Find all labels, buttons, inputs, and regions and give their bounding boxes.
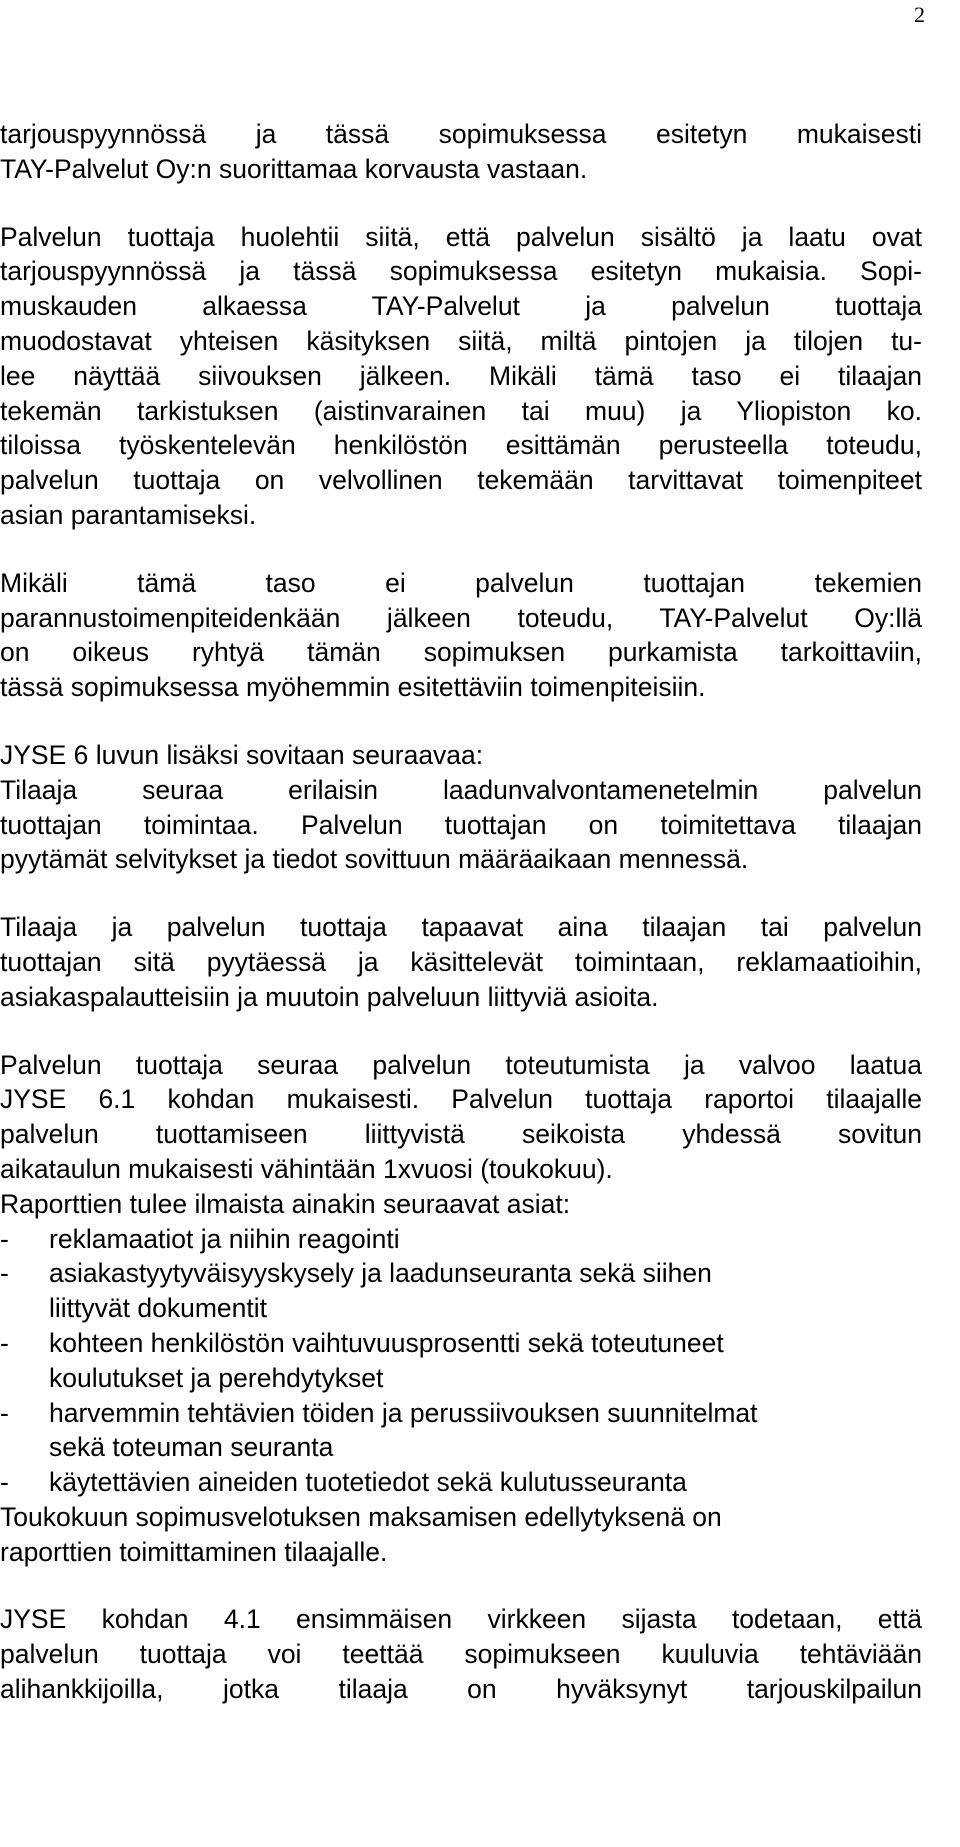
text-line: on oikeus ryhtyä tämän sopimuksen purkamista tarkoittaviin, xyxy=(0,637,922,668)
text-line: lee näyttää siivouksen jälkeen. Mikäli tämä taso ei tilaajan xyxy=(0,360,922,391)
text-line: JYSE 6 luvun lisäksi sovitaan seuraavaa: xyxy=(0,739,484,770)
text-line: tuottajan toimintaa. Palvelun tuottajan on toimitettava tilaajan xyxy=(0,809,922,840)
text-line: asiakaspalautteisiin ja muutoin palveluun liittyviä asioita. xyxy=(0,981,659,1012)
text-line: Palvelun tuottaja huolehtii siitä, että palvelun sisältö ja laatu ovat xyxy=(0,221,922,252)
text-line: tuottajan sitä pyytäessä ja käsittelevät toimintaan, reklamaatioihin, xyxy=(0,946,922,977)
paragraph-2 xyxy=(0,220,922,533)
list-item xyxy=(0,1256,922,1326)
text-line: tiloissa työskentelevän henkilöstön esittämän perusteella toteudu, xyxy=(0,430,922,461)
text-line: JYSE kohdan 4.1 ensimmäisen virkkeen sijasta todetaan, että xyxy=(0,1604,922,1635)
text-line: asian parantamiseksi. xyxy=(0,499,257,530)
list-item xyxy=(0,1222,922,1257)
list-item-text: asiakastyytyväisyyskysely ja laadunseuranta sekä siihen xyxy=(49,1258,712,1289)
text-line: palvelun tuottaja on velvollinen tekemään tarvittavat toimenpiteet xyxy=(0,465,922,496)
list-dash: - xyxy=(0,1327,9,1358)
text-line: Tilaaja seuraa erilaisin laadunvalvontamenetelmin palvelun xyxy=(0,774,922,805)
text-line: tässä sopimuksessa myöhemmin esitettäviin toimenpiteisiin. xyxy=(0,672,706,703)
list-item-text: reklamaatiot ja niihin reagointi xyxy=(49,1223,400,1254)
text-line: Toukokuun sopimusvelotuksen maksamisen edellytyksenä on xyxy=(0,1501,722,1532)
paragraph-5 xyxy=(0,910,922,1014)
text-line: tarjouspyynnössä ja tässä sopimuksessa esitetyn mukaisia. Sopi- xyxy=(0,256,922,287)
list-item xyxy=(0,1396,922,1466)
paragraph-3 xyxy=(0,566,922,705)
text-line: Palvelun tuottaja seuraa palvelun toteutumista ja valvoo laatua xyxy=(0,1049,922,1080)
report-list xyxy=(0,1222,922,1500)
text-line: pyytämät selvitykset ja tiedot sovittuun määräaikaan mennessä. xyxy=(0,844,749,875)
list-item xyxy=(0,1465,922,1500)
text-line: tarjouspyynnössä ja tässä sopimuksessa esitetyn mukaisesti xyxy=(0,119,922,149)
list-item-text: kohteen henkilöstön vaihtuvuusprosentti sekä toteutuneet xyxy=(49,1327,724,1358)
list-item xyxy=(0,1326,922,1396)
text-line: tekemän tarkistuksen (aistinvarainen tai muu) ja Yliopiston ko. xyxy=(0,395,922,426)
text-line: aikataulun mukaisesti vähintään 1xvuosi (toukokuu). xyxy=(0,1153,613,1184)
list-dash: - xyxy=(0,1397,9,1428)
text-line: palvelun tuottaja voi teettää sopimukseen kuuluvia tehtäviään xyxy=(0,1639,922,1670)
text-line: Raporttien tulee ilmaista ainakin seuraavat asiat: xyxy=(0,1188,571,1219)
page-number: 2 xyxy=(914,2,925,27)
text-line: muskauden alkaessa TAY-Palvelut ja palvelun tuottaja xyxy=(0,291,922,322)
paragraph-1 xyxy=(0,117,922,187)
list-item-text: käytettävien aineiden tuotetiedot sekä kulutusseuranta xyxy=(49,1467,687,1498)
text-line: palvelun tuottamiseen liittyvistä seikoista yhdessä sovitun xyxy=(0,1119,922,1150)
list-dash: - xyxy=(0,1223,9,1254)
text-line: alihankkijoilla, jotka tilaaja on hyväksynyt tarjouskilpailun xyxy=(0,1674,922,1705)
text-line: TAY-Palvelut Oy:n suorittamaa korvausta vastaan. xyxy=(0,153,588,184)
text-line: Mikäli tämä taso ei palvelun tuottajan tekemien xyxy=(0,567,922,598)
list-item-text: harvemmin tehtävien töiden ja perussiivouksen suunnitelmat xyxy=(49,1397,758,1428)
text-line: parannustoimenpiteidenkään jälkeen toteudu, TAY-Palvelut Oy:llä xyxy=(0,602,922,633)
text-line: raporttien toimittaminen tilaajalle. xyxy=(0,1536,388,1567)
document-body xyxy=(0,117,922,1707)
text-line: JYSE 6.1 kohdan mukaisesti. Palvelun tuottaja raportoi tilaajalle xyxy=(0,1084,922,1115)
list-item-text: koulutukset ja perehdytykset xyxy=(49,1362,384,1393)
list-item-text: sekä toteuman seuranta xyxy=(49,1432,334,1463)
final-paragraph xyxy=(0,1602,922,1706)
list-dash: - xyxy=(0,1467,9,1498)
report-paragraph xyxy=(0,1048,922,1570)
text-line: muodostavat yhteisen käsityksen siitä, miltä pintojen ja tilojen tu- xyxy=(0,325,922,356)
list-dash: - xyxy=(0,1258,9,1289)
text-line: Tilaaja ja palvelun tuottaja tapaavat aina tilaajan tai palvelun xyxy=(0,912,922,943)
paragraph-4 xyxy=(0,738,922,877)
list-item-text: liittyvät dokumentit xyxy=(49,1293,267,1324)
